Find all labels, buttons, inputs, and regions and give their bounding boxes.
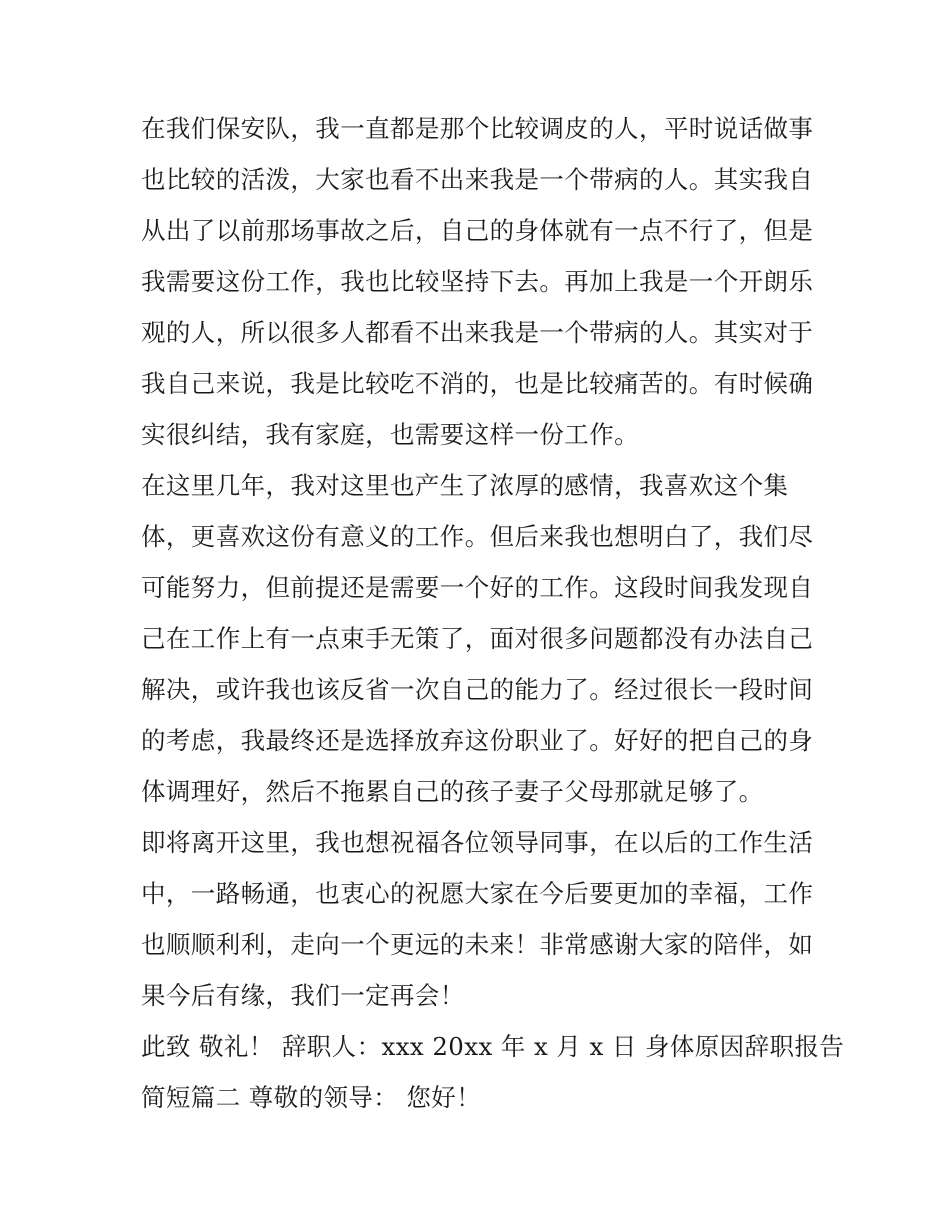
text-line: 体调理好，然后不拖累自己的孩子妻子父母那就足够了。 [141, 777, 764, 806]
text-line: 此致 敬礼！ 辞职人：xxx 20xx 年 x 月 x 日 身体原因辞职报告 [141, 1032, 845, 1061]
text-line: 即将离开这里，我也想祝福各位领导同事，在以后的工作生活 [141, 828, 814, 857]
text-line: 解决，或许我也该反省一次自己的能力了。经过很长一段时间 [141, 675, 814, 704]
text-line: 在这里几年，我对这里也产生了浓厚的感情，我喜欢这个集 [141, 471, 789, 500]
text-line: 也顺顺利利，走向一个更远的未来！非常感谢大家的陪伴，如 [141, 930, 814, 959]
text-line: 可能努力，但前提还是需要一个好的工作。这段时间我发现自 [141, 573, 814, 602]
text-line: 观的人，所以很多人都看不出来我是一个带病的人。其实对于 [141, 318, 814, 347]
text-line: 我需要这份工作，我也比较坚持下去。再加上我是一个开朗乐 [141, 267, 814, 296]
text-line: 简短篇二 尊敬的领导： 您好！ [141, 1083, 482, 1112]
text-line: 体，更喜欢这份有意义的工作。但后来我也想明白了，我们尽 [141, 522, 814, 551]
document-body [141, 103, 845, 1123]
text-line: 我自己来说，我是比较吃不消的，也是比较痛苦的。有时候确 [141, 369, 814, 398]
text-line: 也比较的活泼，大家也看不出来我是一个带病的人。其实我自 [141, 165, 814, 194]
text-line: 实很纠结，我有家庭，也需要这样一份工作。 [141, 420, 639, 449]
text-line: 果今后有缘，我们一定再会！ [141, 981, 465, 1010]
text-line: 己在工作上有一点束手无策了，面对很多问题都没有办法自己 [141, 624, 814, 653]
text-line: 从出了以前那场事故之后，自己的身体就有一点不行了，但是 [141, 216, 814, 245]
text-line: 的考虑，我最终还是选择放弃这份职业了。好好的把自己的身 [141, 726, 814, 755]
text-line: 在我们保安队，我一直都是那个比较调皮的人，平时说话做事 [141, 114, 814, 143]
text-line: 中，一路畅通，也衷心的祝愿大家在今后要更加的幸福，工作 [141, 879, 814, 908]
